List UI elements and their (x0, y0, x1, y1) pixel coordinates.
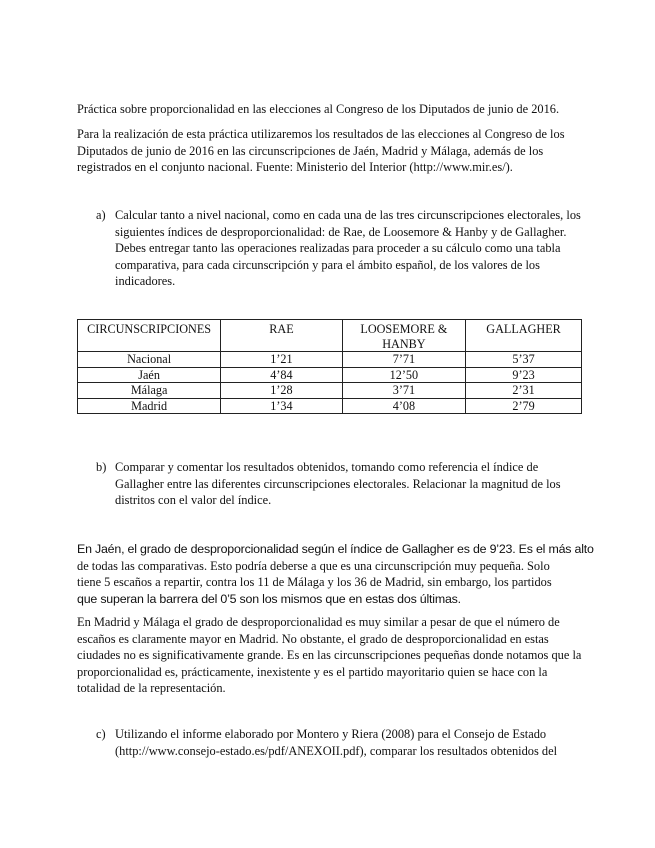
document-title: Práctica sobre proporcionalidad en las elecciones al Congreso de los Diputados de junio de 2016. (77, 102, 560, 116)
header-circunscripciones: CIRCUNSCRIPCIONES (78, 320, 221, 352)
cell-region: Málaga (78, 383, 221, 399)
list-item-c-text: Utilizando el informe elaborado por Montero y Riera (2008) para el Consejo de Estado (http://www.consejo-estado.es/pdf/ANEXOII.pdf), comparar los resultados obtenidos del (115, 727, 558, 758)
cell-loosemore: 12’50 (342, 367, 465, 383)
list-marker-a: a) (96, 208, 106, 222)
table-row (78, 367, 582, 383)
list-item-b (96, 459, 586, 509)
list-marker-b: b) (96, 460, 107, 474)
cell-loosemore: 7’71 (342, 352, 465, 368)
cell-region: Madrid (78, 398, 221, 414)
list-item-b-text: Comparar y comentar los resultados obtenidos, tomando como referencia el índice de Gallagher entre las diferentes circunscripciones electorales. Relacionar la magnitud de los distritos con el valor del índice. (115, 460, 561, 508)
table-row (78, 398, 582, 414)
intro-paragraph: Para la realización de esta práctica utilizaremos los resultados de las elecciones al Congreso de los Diputados de junio de 2016 en las circunscripciones de Jaén, Madrid y Málaga, además de los registrados en el conjunto nacional. Fuente: Ministerio del Interior (http://www.mir.es/). (77, 127, 565, 175)
cell-region: Nacional (78, 352, 221, 368)
table-header-row (78, 320, 582, 352)
cell-loosemore: 3’71 (342, 383, 465, 399)
answer-paragraph-2: En Madrid y Málaga el grado de desproporcionalidad es muy similar a pesar de que el número de escaños es claramente mayor en Madrid. No obstante, el grado de desproporcionalidad en estas ciudades no es significativamente grande. Es en las circunscripciones pequeñas donde notamos que la proporcionalidad es, prácticamente, inexistente y es el partido mayoritario quien se hace con la totalidad de la representación. (77, 615, 582, 696)
cell-gallagher: 2’31 (466, 383, 582, 399)
cell-loosemore: 4’08 (342, 398, 465, 414)
cell-rae: 4’84 (221, 367, 342, 383)
answer-paragraph-1 (77, 541, 597, 607)
list-marker-c: c) (96, 727, 106, 741)
header-loosemore-hanby: LOOSEMORE & HANBY (342, 320, 465, 352)
header-gallagher: GALLAGHER (466, 320, 582, 352)
header-rae: RAE (221, 320, 342, 352)
answer-1-line-4: que superan la barrera del 0’5 son los mismos que en estas dos últimas. (77, 591, 461, 606)
list-item-a-text: Calcular tanto a nivel nacional, como en cada una de las tres circunscripciones electorales, los siguientes índices de desproporcionalidad: de Rae, de Loosemore & Hanby y de Gallagher. Debes entregar tanto las operaciones realizadas para proceder a su cálculo como una tabla comparativa, para cada circunscripción y para el ámbito español, de los valores de los indicadores. (115, 208, 581, 289)
list-item-a (96, 207, 586, 291)
answer-1-line-1: En Jaén, el grado de desproporcionalidad según el índice de Gallagher es de 9’23. Es el más alto (77, 542, 594, 556)
cell-gallagher: 5’37 (466, 352, 582, 368)
answer-1-line-2: de todas las comparativas. Esto podría deberse a que es una circunscripción muy pequeña. Solo (77, 558, 550, 573)
list-item-c (96, 726, 586, 760)
cell-rae: 1’28 (221, 383, 342, 399)
table-row (78, 383, 582, 399)
results-table (77, 319, 582, 414)
cell-region: Jaén (78, 367, 221, 383)
table-row (78, 352, 582, 368)
answer-1-line-3: tiene 5 escaños a repartir, contra los 11 de Málaga y los 36 de Madrid, sin embargo, los partidos (77, 575, 552, 590)
cell-rae: 1’34 (221, 398, 342, 414)
cell-rae: 1’21 (221, 352, 342, 368)
cell-gallagher: 9’23 (466, 367, 582, 383)
cell-gallagher: 2’79 (466, 398, 582, 414)
